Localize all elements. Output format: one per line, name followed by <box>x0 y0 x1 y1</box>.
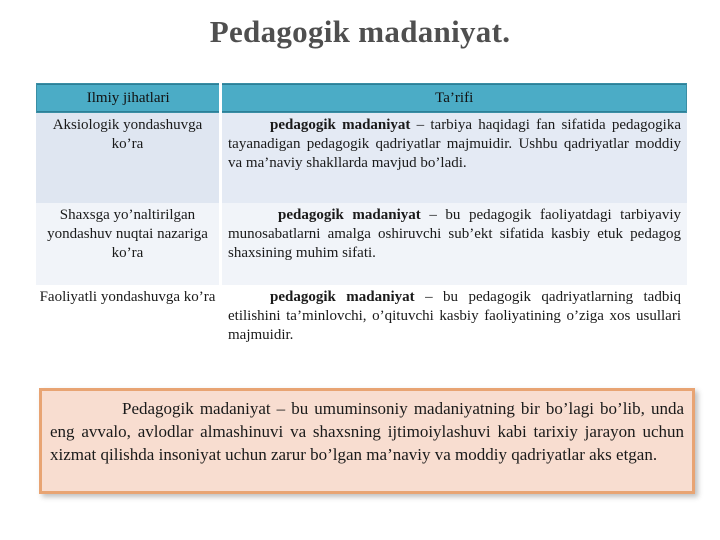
header-definition: Ta’rifi <box>222 83 687 113</box>
summary-text: – bu umuminsoniy madaniyatning bir bo’lagi bo’lib, unda eng avvalo, avlodlar almashinuvi va shaxsning ijtimoiylashuvi kabi tarixiy jarayon uchun xizmat qilishda insoniyat uchun zarur bo’lgan ma’naviy va moddiy qadriyatlar aks etgan. <box>50 399 684 464</box>
definition-text: – tarbiya haqidagi fan sifatida pedagogika tayanadigan pedagogik qadriyatlar majmuidir. Ushbu qadriyatlar moddiy va ma’naviy shakllarda mavjud bo’ladi. <box>228 117 681 171</box>
definitions-table <box>36 83 687 375</box>
aspect-cell: Aksiologik yondashuvga ko’ra <box>36 113 219 203</box>
term: pedagogik madaniyat <box>270 289 415 305</box>
term: pedagogik madaniyat <box>278 207 421 223</box>
header-aspects: Ilmiy jihatlari <box>36 83 219 113</box>
definition-cell <box>222 113 687 203</box>
aspect-cell: Shaxsga yo’naltirilgan yondashuv nuqtai nazariga ko’ra <box>36 203 219 285</box>
table-row <box>36 285 687 375</box>
summary-term: Pedagogik madaniyat <box>122 399 271 418</box>
page-title: Pedagogik madaniyat. <box>209 14 511 49</box>
aspect-cell: Faoliyatli yondashuvga ko’ra <box>36 285 219 375</box>
definition-cell <box>222 203 687 285</box>
definition-text: – bu pedagogik faoliyatdagi tarbiyaviy munosabatlarni amalga oshiruvchi sub’ekt sifatida kasbiy etuk pedagog shaxsining muhim sifati. <box>228 207 681 261</box>
definition-cell <box>222 285 687 375</box>
definition-text: – bu pedagogik qadriyatlarning tadbiq etilishini ta’minlovchi, o’qituvchi kasbiy faoliyatining o’ziga xos usullari majmuidir. <box>228 289 682 343</box>
summary-box <box>39 388 695 494</box>
table-header-row <box>36 83 687 113</box>
table-row <box>36 113 687 203</box>
table-row <box>36 203 687 285</box>
term: pedagogik madaniyat <box>270 117 411 133</box>
